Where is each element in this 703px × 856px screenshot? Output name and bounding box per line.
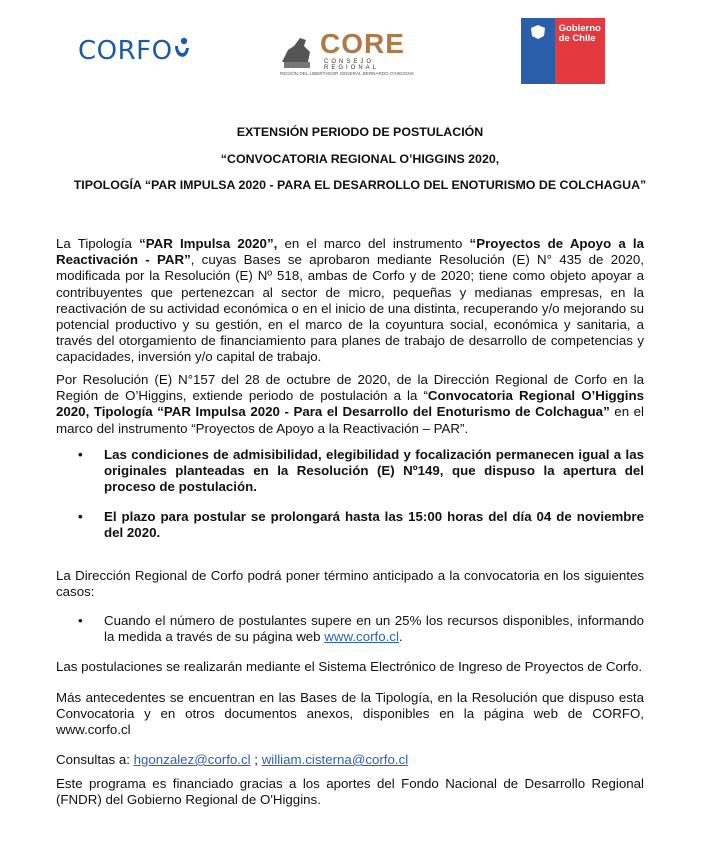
paragraph-funding: Este programa es financiado gracias a los aportes del Fondo Nacional de Desarrollo Regional (FNDR) del Gobierno Regional de O'Higgins.	[56, 776, 644, 808]
corfo-website-link[interactable]: www.corfo.cl	[324, 629, 399, 645]
title-line-3: TIPOLOGÍA “PAR IMPULSA 2020 - PARA EL DESARROLLO DEL ENOTURISMO DE COLCHAGUA”	[73, 178, 647, 192]
core-logo-region: REGIÓN DEL LIBERTADOR GENERAL BERNARDO O'HIGGINS	[280, 71, 414, 76]
title-line-2: “CONVOCATORIA REGIONAL O’HIGGINS 2020,	[220, 152, 500, 166]
bullet-item	[78, 613, 644, 645]
text: , cuyas Bases se aprobaron mediante Resolución (E) N° 435 de 2020, modificada por la Resolución (E) Nº 518, ambas de Corfo y de 2020; tiene como objeto apoyar a contribuyentes que pertenezcan al sector de micro, pequeñas y medianas empresas, en la reactivación de su actividad económica o en el inicio de una distinta, recuperando y/o mejorando su potencial productivo y su gestión, en el marco de la coyuntura social, económica y sanitaria, a través del otorgamiento de financiamiento para planes de trabajo de desarrollo de competencias y capacidades, inversión y/o capital de trabajo.	[56, 252, 644, 365]
gobierno-de-chile-logo	[521, 18, 605, 84]
paragraph-termination: La Dirección Regional de Corfo podrá poner término anticipado a la convocatoria en los siguientes casos:	[56, 568, 644, 600]
text: La Tipología	[56, 236, 140, 251]
gobierno-line1: Gobierno	[558, 23, 601, 34]
bullet-item	[78, 509, 644, 541]
document-title	[60, 125, 660, 192]
email-link-william[interactable]: william.cisterna@corfo.cl	[261, 752, 409, 767]
core-logo-text: CORE	[320, 28, 405, 59]
bullet-icon: •	[78, 613, 83, 628]
paragraph-more-info: Más antecedentes se encuentran en las Bases de la Tipología, en la Resolución que dispuso esta Convocatoria y en otros documentos anexos, disponibles en la página web de CORFO, www.corfo.cl	[56, 690, 644, 738]
bold-text: Convocatoria Regional O’Higgins 2020, Tipología “PAR Impulsa 2020 - Para el Desarrollo del Enoturismo de Colchagua”	[56, 388, 645, 420]
bullet-text: Cuando el número de postulantes supere en un 25% los recursos disponibles, informando la medida a través de su página web	[104, 613, 644, 645]
corfo-person-icon	[173, 36, 191, 66]
coat-of-arms-icon	[529, 24, 547, 40]
bullet-icon: •	[78, 447, 83, 462]
corfo-logo-text: CORFO	[78, 36, 173, 66]
horse-statue-icon	[278, 32, 316, 70]
paragraph-resolution	[56, 372, 644, 437]
bullet-item	[78, 447, 644, 496]
paragraph-intro	[56, 236, 644, 366]
paragraph-postulation-system: Las postulaciones se realizarán mediante el Sistema Electrónico de Ingreso de Proyectos de Corfo.	[56, 659, 643, 674]
title-line-1: EXTENSIÓN PERIODO DE POSTULACIÓN	[236, 125, 484, 139]
separator: ;	[250, 752, 262, 767]
contact-line	[56, 752, 644, 768]
text: en el marco del instrumento	[277, 236, 470, 251]
text: Por Resolución (E) N°157 del 28 de octubre de 2020, de la Dirección Regional de Corfo en la Región de O’Higgins, extiende periodo de postulación a la “	[56, 372, 644, 404]
corfo-logo	[78, 36, 191, 66]
core-logo	[278, 30, 423, 78]
bold-text: “PAR Impulsa 2020”,	[139, 236, 278, 251]
text: .	[398, 629, 403, 645]
contact-label: Consultas a:	[56, 752, 134, 767]
core-logo-subtitle: CONSEJO REGIONAL	[324, 59, 380, 71]
bullet-text: Las condiciones de admisibilidad, elegibilidad y focalización permanecen igual a las originales planteadas en la Resolución (E) Nº149, que dispuso la apertura del proceso de postulación.	[104, 447, 644, 495]
bullet-text: El plazo para postular se prolongará hasta las 15:00 horas del día 04 de noviembre del 2020.	[104, 509, 644, 541]
bold-text: “Proyectos de Apoyo a la Reactivación - PAR”	[56, 236, 644, 268]
email-link-hgonzalez[interactable]: hgonzalez@corfo.cl	[133, 752, 251, 767]
gobierno-line2: de Chile	[558, 32, 596, 44]
text: en el marco del instrumento “Proyectos de Apoyo a la Reactivación – PAR”.	[56, 404, 644, 436]
bullet-icon: •	[78, 509, 83, 524]
